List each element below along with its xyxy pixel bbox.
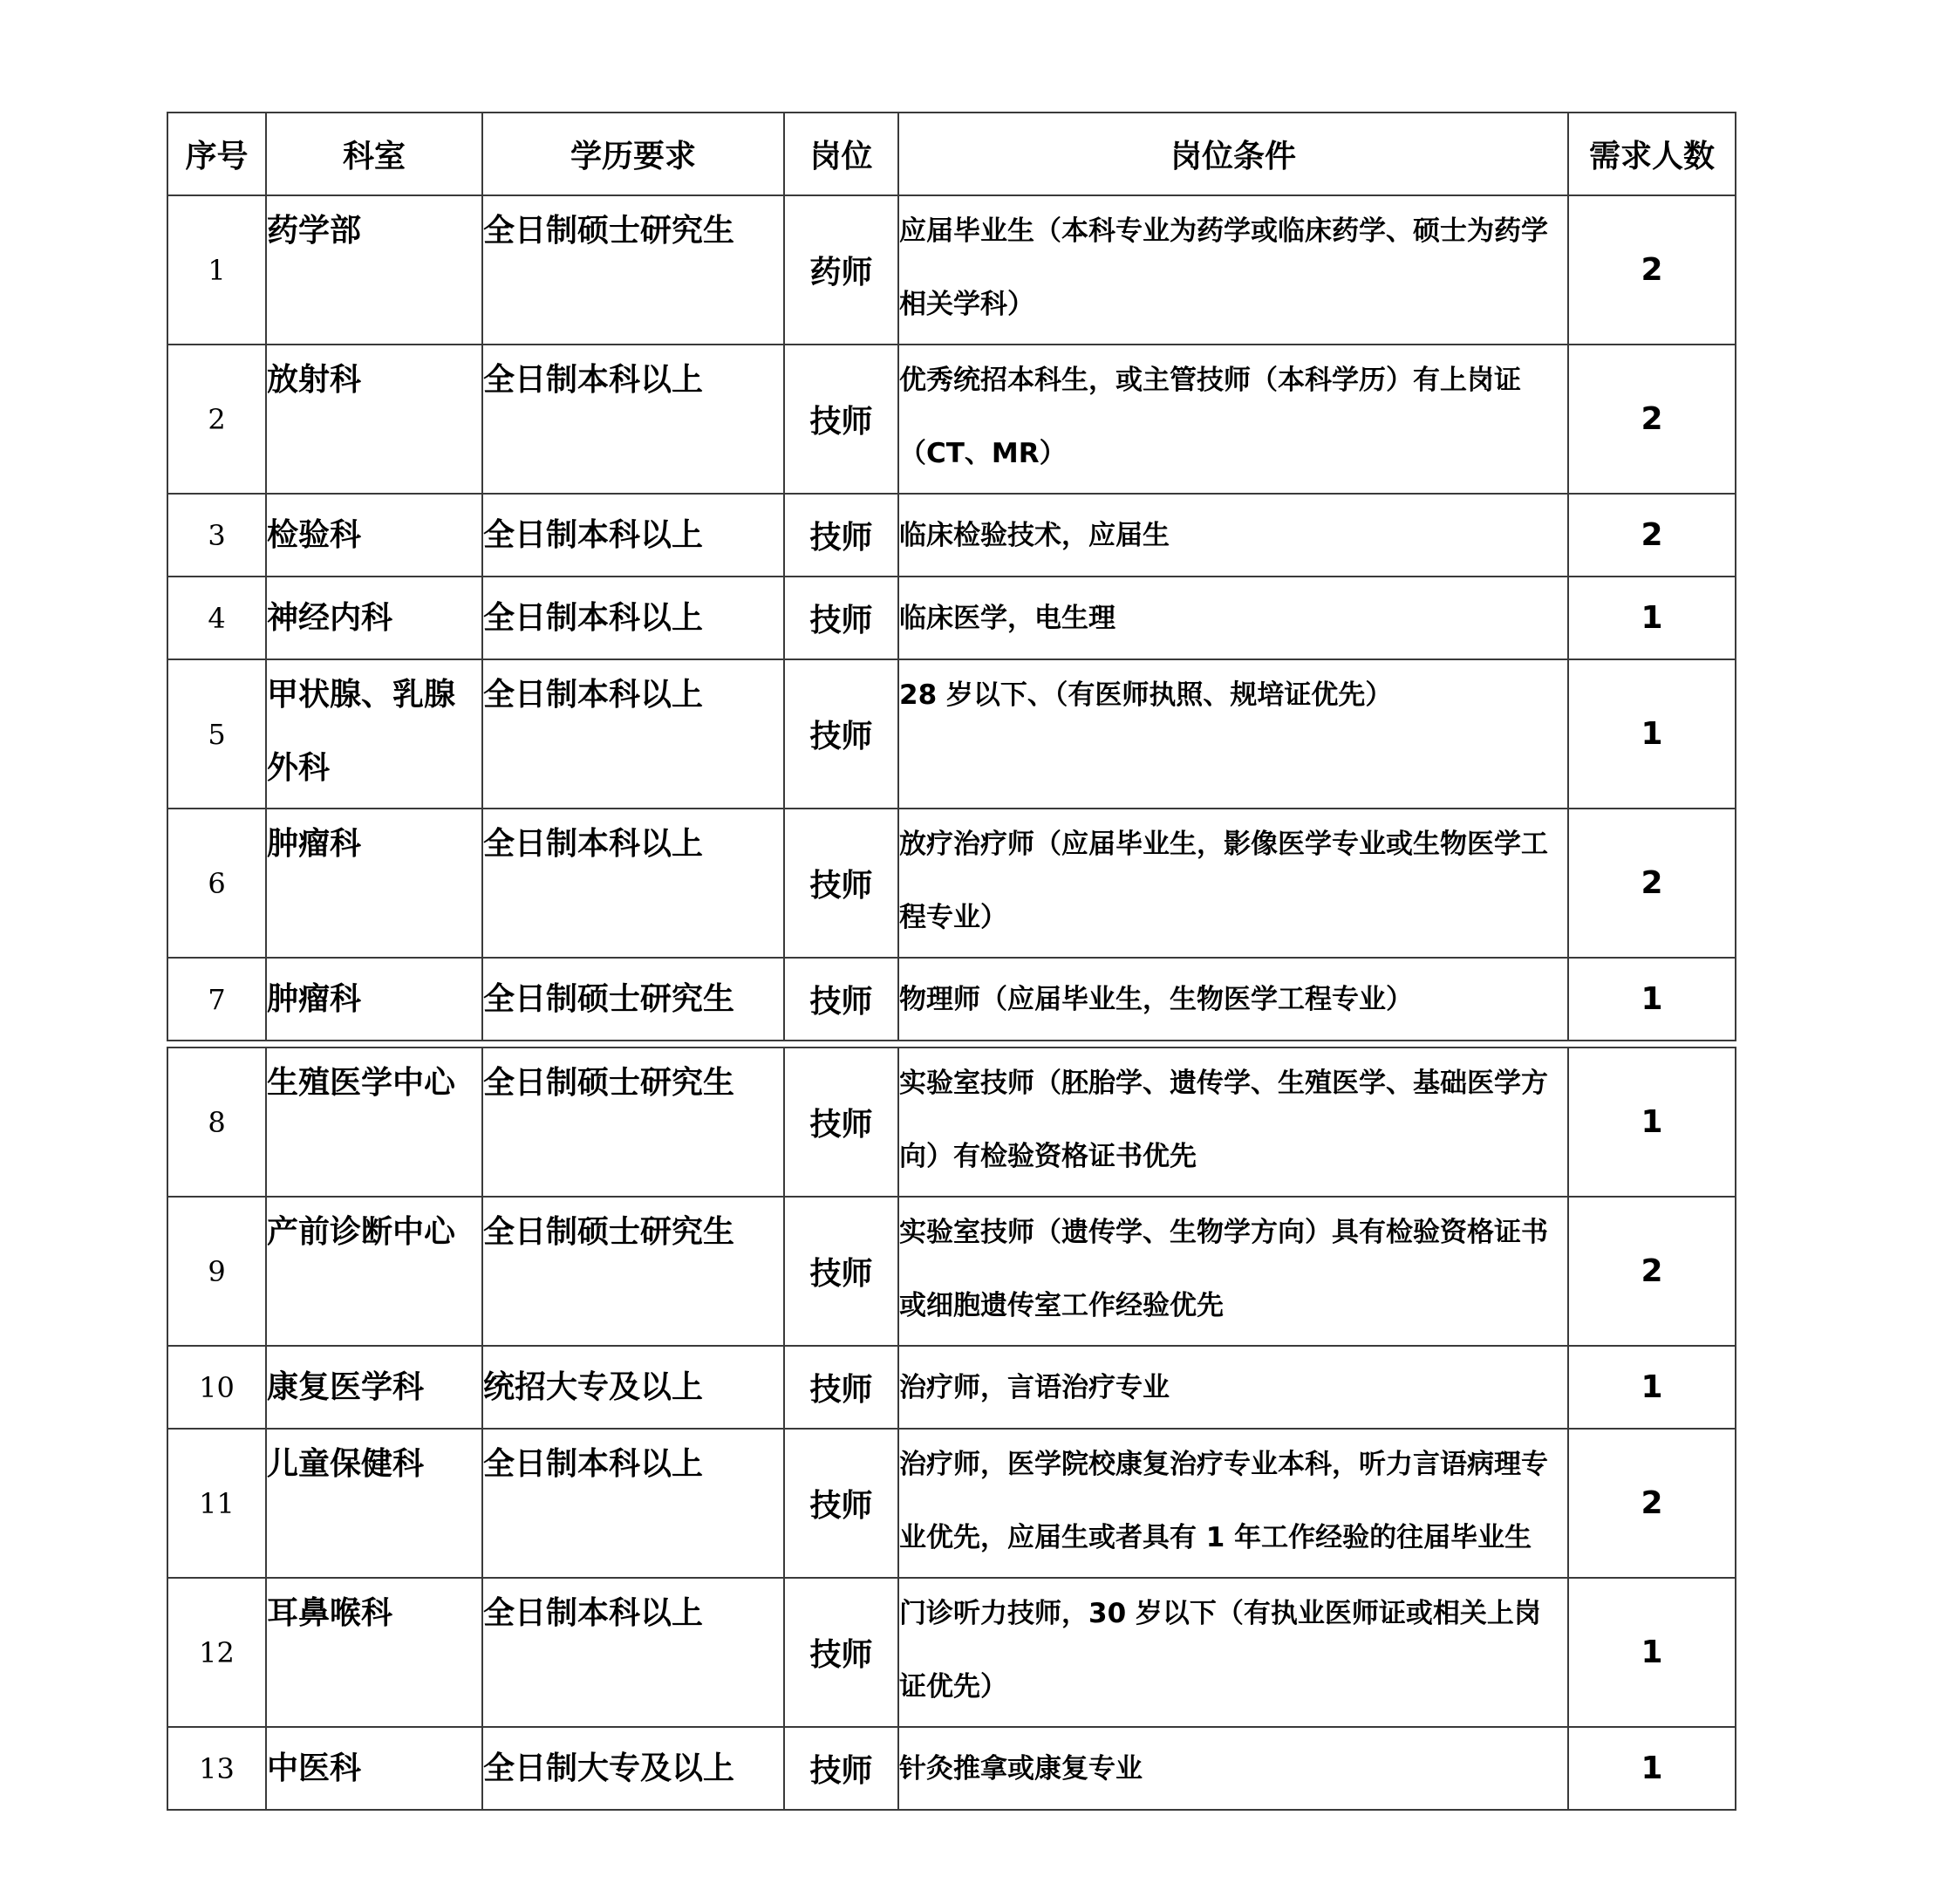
table-row bbox=[167, 1727, 1736, 1810]
row-index: 6 bbox=[167, 809, 266, 958]
table-row bbox=[167, 494, 1736, 577]
row-headcount: 2 bbox=[1568, 809, 1736, 958]
row-conditions: 临床医学，电生理 bbox=[898, 577, 1568, 659]
row-education: 全日制本科以上 bbox=[482, 659, 784, 809]
row-headcount: 2 bbox=[1568, 1429, 1736, 1578]
row-index: 7 bbox=[167, 958, 266, 1041]
table-row bbox=[167, 809, 1736, 958]
table-row bbox=[167, 1578, 1736, 1727]
row-position: 技师 bbox=[784, 1048, 898, 1197]
row-headcount: 2 bbox=[1568, 345, 1736, 494]
row-conditions: 针灸推拿或康复专业 bbox=[898, 1727, 1568, 1810]
table-row bbox=[167, 1429, 1736, 1578]
row-department: 耳鼻喉科 bbox=[266, 1578, 482, 1727]
row-conditions: 放疗治疗师（应届毕业生，影像医学专业或生物医学工程专业） bbox=[898, 809, 1568, 958]
row-position: 技师 bbox=[784, 577, 898, 659]
table-row bbox=[167, 659, 1736, 809]
table-row bbox=[167, 958, 1736, 1041]
row-department: 药学部 bbox=[266, 195, 482, 345]
row-department: 康复医学科 bbox=[266, 1346, 482, 1429]
row-headcount: 2 bbox=[1568, 494, 1736, 577]
row-education: 全日制本科以上 bbox=[482, 494, 784, 577]
row-conditions: 物理师（应届毕业生，生物医学工程专业） bbox=[898, 958, 1568, 1041]
row-education: 全日制硕士研究生 bbox=[482, 195, 784, 345]
row-conditions: 优秀统招本科生，或主管技师（本科学历）有上岗证（CT、MR） bbox=[898, 345, 1568, 494]
row-department: 甲状腺、乳腺外科 bbox=[266, 659, 482, 809]
row-education: 全日制本科以上 bbox=[482, 345, 784, 494]
header-department: 科室 bbox=[266, 113, 482, 195]
row-position: 技师 bbox=[784, 1197, 898, 1346]
row-department: 神经内科 bbox=[266, 577, 482, 659]
row-index: 9 bbox=[167, 1197, 266, 1346]
row-education: 全日制硕士研究生 bbox=[482, 958, 784, 1041]
row-index: 3 bbox=[167, 494, 266, 577]
table-header-row bbox=[167, 113, 1736, 195]
row-position: 技师 bbox=[784, 659, 898, 809]
row-headcount: 1 bbox=[1568, 659, 1736, 809]
row-headcount: 1 bbox=[1568, 1346, 1736, 1429]
row-department: 产前诊断中心 bbox=[266, 1197, 482, 1346]
row-conditions: 实验室技师（遗传学、生物学方向）具有检验资格证书或细胞遗传室工作经验优先 bbox=[898, 1197, 1568, 1346]
row-department: 生殖医学中心 bbox=[266, 1048, 482, 1197]
header-headcount: 需求人数 bbox=[1568, 113, 1736, 195]
row-department: 儿童保健科 bbox=[266, 1429, 482, 1578]
row-department: 放射科 bbox=[266, 345, 482, 494]
row-position: 技师 bbox=[784, 345, 898, 494]
header-index: 序号 bbox=[167, 113, 266, 195]
header-position: 岗位 bbox=[784, 113, 898, 195]
row-position: 药师 bbox=[784, 195, 898, 345]
row-index: 13 bbox=[167, 1727, 266, 1810]
table-row bbox=[167, 1346, 1736, 1429]
row-position: 技师 bbox=[784, 809, 898, 958]
row-department: 检验科 bbox=[266, 494, 482, 577]
table-row bbox=[167, 577, 1736, 659]
row-conditions: 临床检验技术，应届生 bbox=[898, 494, 1568, 577]
row-headcount: 2 bbox=[1568, 195, 1736, 345]
row-conditions: 治疗师，言语治疗专业 bbox=[898, 1346, 1568, 1429]
row-education: 全日制本科以上 bbox=[482, 1578, 784, 1727]
row-position: 技师 bbox=[784, 958, 898, 1041]
row-headcount: 1 bbox=[1568, 1578, 1736, 1727]
row-index: 12 bbox=[167, 1578, 266, 1727]
row-headcount: 1 bbox=[1568, 577, 1736, 659]
row-index: 10 bbox=[167, 1346, 266, 1429]
header-conditions: 岗位条件 bbox=[898, 113, 1568, 195]
row-index: 8 bbox=[167, 1048, 266, 1197]
row-department: 中医科 bbox=[266, 1727, 482, 1810]
row-conditions: 28 岁以下、（有医师执照、规培证优先） bbox=[898, 659, 1568, 809]
row-headcount: 1 bbox=[1568, 1727, 1736, 1810]
recruitment-table-part-2 bbox=[167, 1047, 1736, 1811]
row-education: 全日制硕士研究生 bbox=[482, 1048, 784, 1197]
row-conditions: 实验室技师（胚胎学、遗传学、生殖医学、基础医学方向）有检验资格证书优先 bbox=[898, 1048, 1568, 1197]
row-index: 11 bbox=[167, 1429, 266, 1578]
table-row bbox=[167, 1197, 1736, 1346]
row-index: 1 bbox=[167, 195, 266, 345]
recruitment-table-part-1 bbox=[167, 112, 1736, 1041]
row-education: 全日制硕士研究生 bbox=[482, 1197, 784, 1346]
row-headcount: 1 bbox=[1568, 958, 1736, 1041]
header-education: 学历要求 bbox=[482, 113, 784, 195]
row-position: 技师 bbox=[784, 1429, 898, 1578]
row-conditions: 应届毕业生（本科专业为药学或临床药学、硕士为药学相关学科） bbox=[898, 195, 1568, 345]
row-education: 全日制本科以上 bbox=[482, 809, 784, 958]
row-conditions: 治疗师，医学院校康复治疗专业本科，听力言语病理专业优先，应届生或者具有 1 年工作经验的往届毕业生 bbox=[898, 1429, 1568, 1578]
row-index: 5 bbox=[167, 659, 266, 809]
row-education: 全日制大专及以上 bbox=[482, 1727, 784, 1810]
row-department: 肿瘤科 bbox=[266, 958, 482, 1041]
row-position: 技师 bbox=[784, 494, 898, 577]
row-education: 统招大专及以上 bbox=[482, 1346, 784, 1429]
row-conditions: 门诊听力技师，30 岁以下（有执业医师证或相关上岗证优先） bbox=[898, 1578, 1568, 1727]
table-row bbox=[167, 195, 1736, 345]
row-position: 技师 bbox=[784, 1578, 898, 1727]
row-headcount: 2 bbox=[1568, 1197, 1736, 1346]
table-row bbox=[167, 1048, 1736, 1197]
row-index: 4 bbox=[167, 577, 266, 659]
table-row bbox=[167, 345, 1736, 494]
row-headcount: 1 bbox=[1568, 1048, 1736, 1197]
row-department: 肿瘤科 bbox=[266, 809, 482, 958]
row-position: 技师 bbox=[784, 1346, 898, 1429]
row-education: 全日制本科以上 bbox=[482, 1429, 784, 1578]
row-index: 2 bbox=[167, 345, 266, 494]
row-position: 技师 bbox=[784, 1727, 898, 1810]
row-education: 全日制本科以上 bbox=[482, 577, 784, 659]
